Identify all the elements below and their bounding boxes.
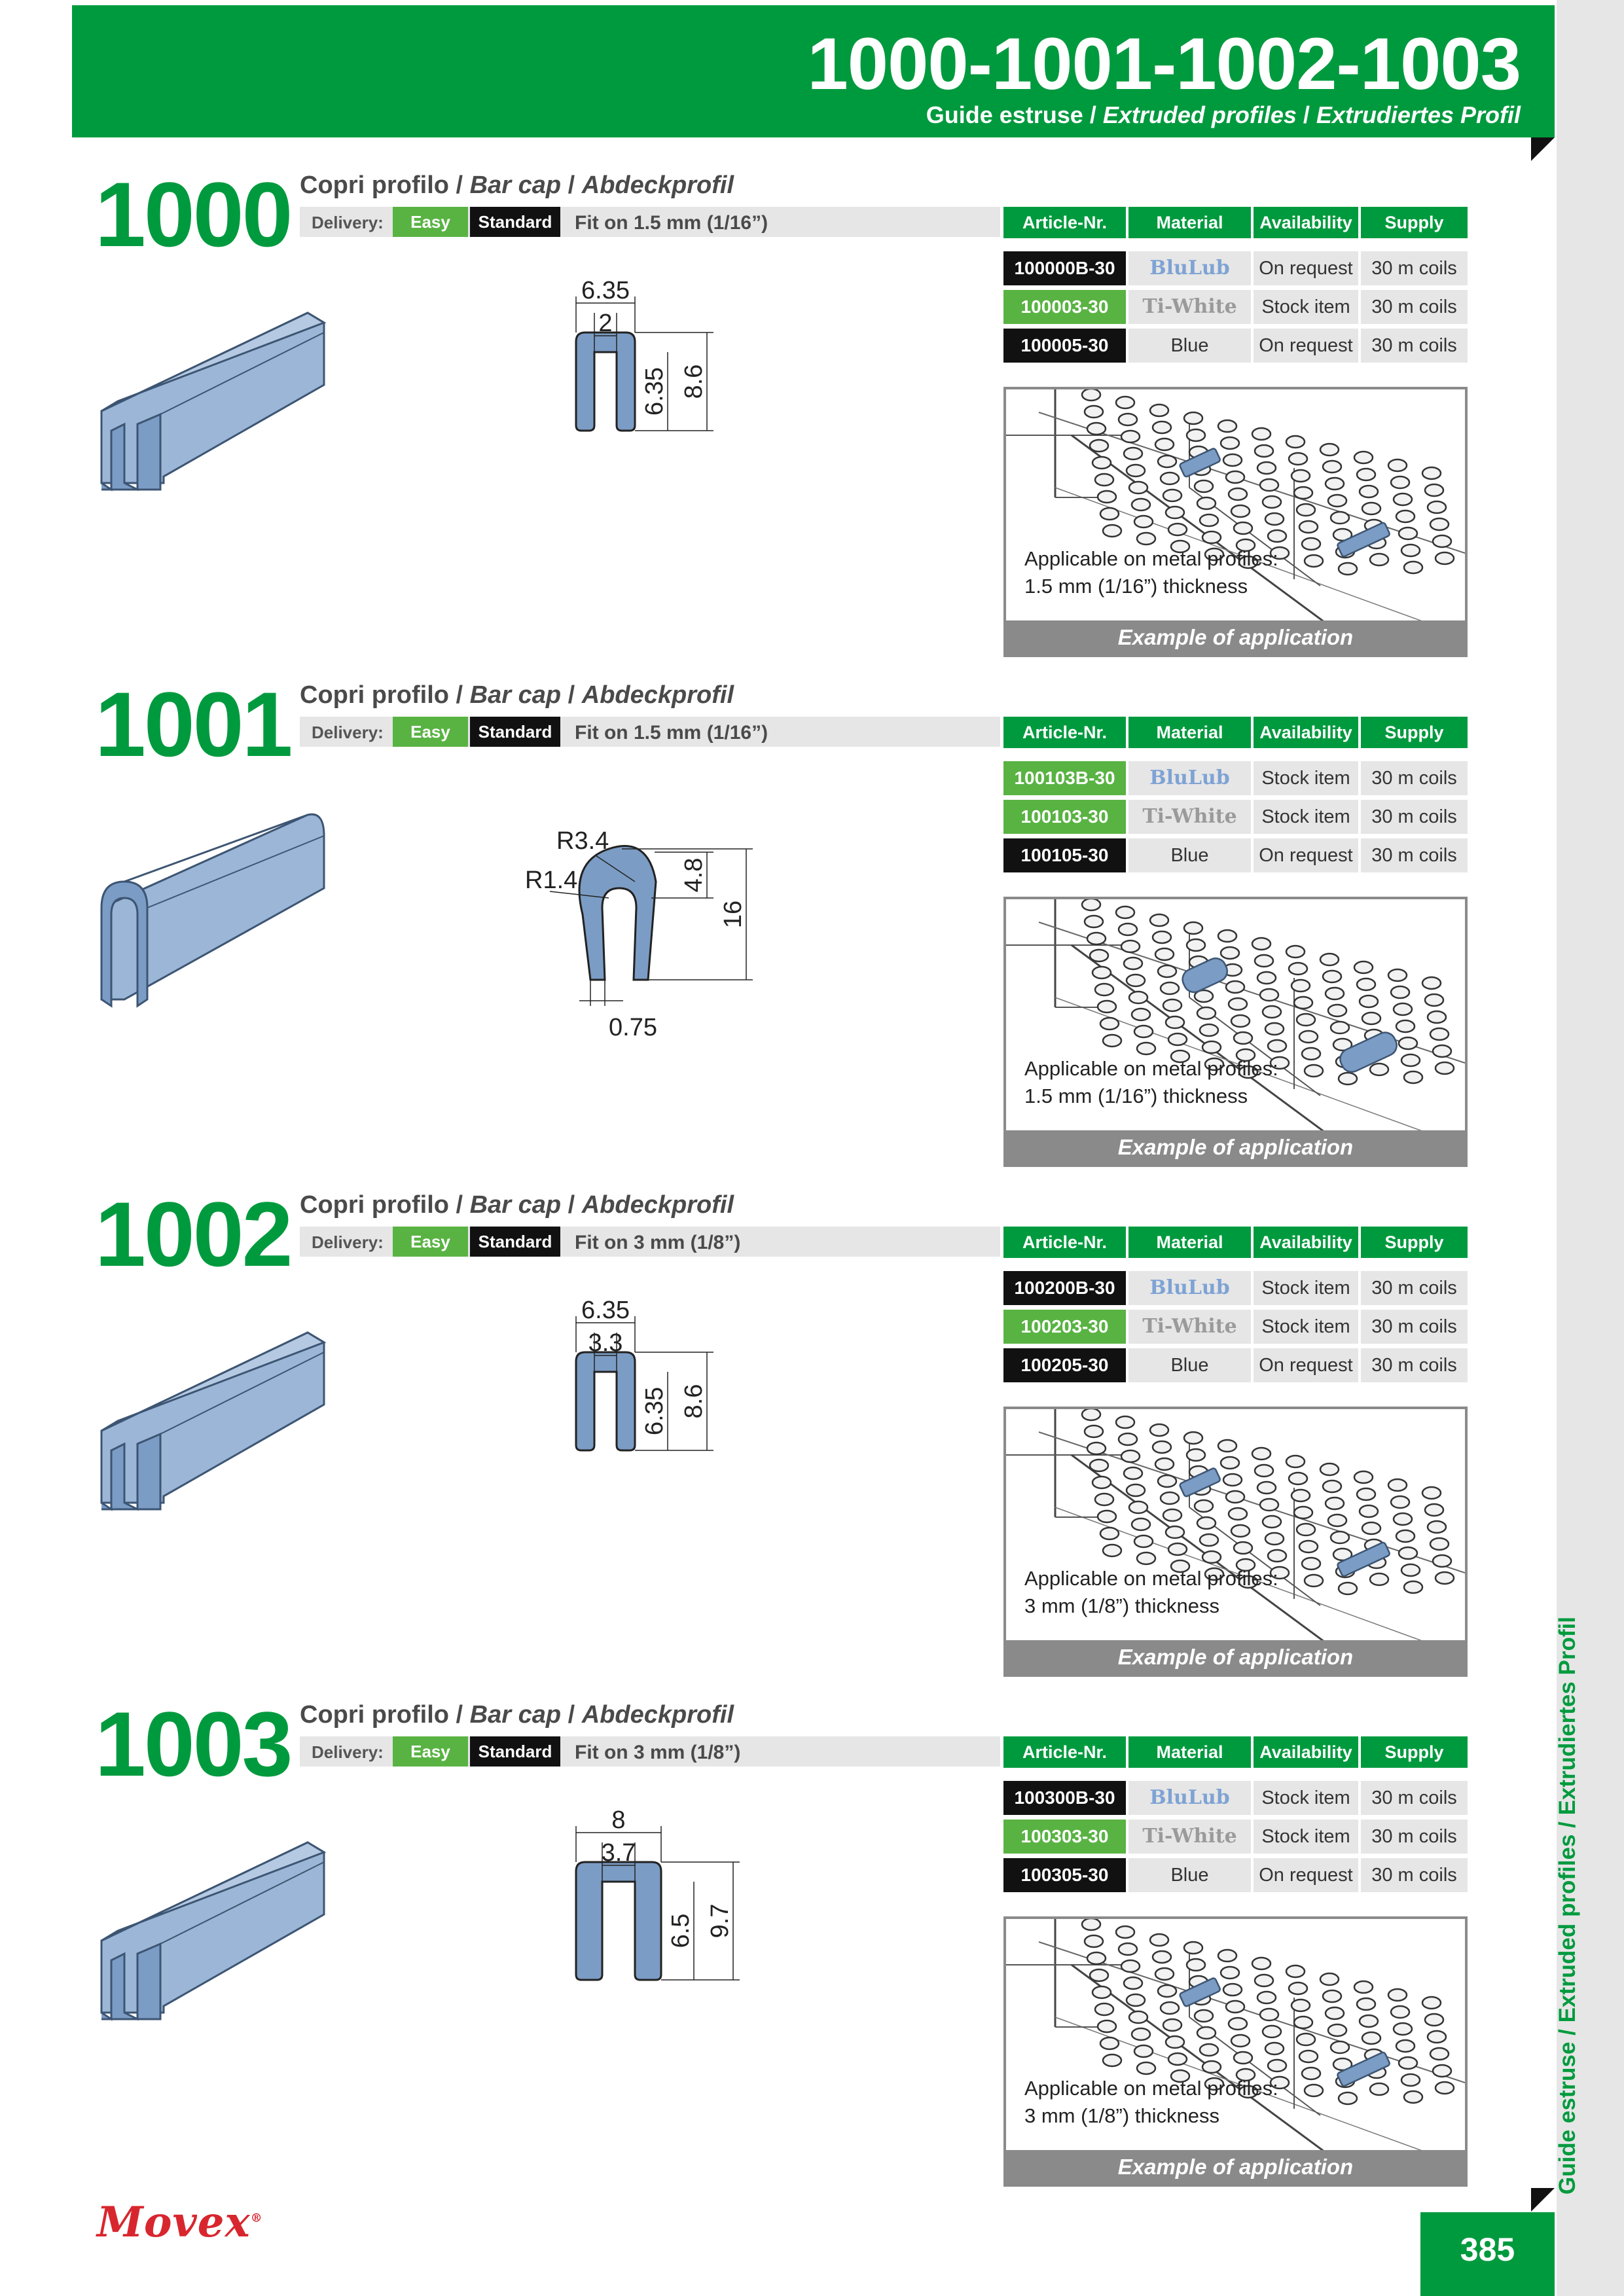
dimension-label: 8 — [611, 1806, 626, 1834]
application-example — [1003, 897, 1468, 1167]
material-name: Blue — [1170, 1865, 1209, 1886]
application-example — [1003, 1407, 1468, 1677]
header-material: Material — [1128, 717, 1251, 748]
material-cell — [1128, 838, 1251, 872]
material-name: BluLub — [1149, 1276, 1230, 1299]
header-article: Article-Nr. — [1003, 1736, 1126, 1768]
supply-cell: 30 m coils — [1361, 329, 1468, 363]
fit-spec: Fit on 3 mm (1/8”) — [575, 1232, 741, 1253]
header-availability: Availability — [1254, 1227, 1358, 1258]
delivery-easy-badge: Easy — [393, 1227, 468, 1257]
material-name: Ti-White — [1142, 805, 1237, 828]
availability-cell: On request — [1254, 251, 1358, 285]
product-section — [0, 163, 1624, 679]
availability-cell: On request — [1254, 1858, 1358, 1892]
delivery-standard-badge: Standard — [470, 1736, 560, 1767]
product-section — [0, 1693, 1624, 2209]
header-material: Material — [1128, 1227, 1251, 1258]
supply-cell: 30 m coils — [1361, 1820, 1468, 1854]
dimension-label: 16 — [719, 900, 747, 929]
fit-spec: Fit on 1.5 mm (1/16”) — [575, 212, 768, 234]
table-row — [0, 251, 1624, 285]
header-supply: Supply — [1361, 717, 1468, 748]
supply-cell: 30 m coils — [1361, 761, 1468, 795]
application-example — [1003, 387, 1468, 657]
header-material: Material — [1128, 1736, 1251, 1768]
product-section — [0, 1183, 1624, 1699]
table-row — [0, 1271, 1624, 1305]
conveyor-illustration — [1006, 1919, 1465, 2184]
material-name: Ti-White — [1142, 1315, 1237, 1338]
product-title: Copri profilo / Bar cap / Abdeckprofil — [300, 681, 734, 709]
header-availability: Availability — [1254, 207, 1358, 238]
conveyor-illustration — [1006, 389, 1465, 655]
dimension-label: 6.35 — [641, 367, 668, 416]
application-caption: Example of application — [1006, 1130, 1465, 1164]
availability-cell: Stock item — [1254, 1781, 1358, 1815]
availability-cell: Stock item — [1254, 761, 1358, 795]
dimension-label: 8.6 — [680, 1384, 708, 1419]
application-example — [1003, 1916, 1468, 2187]
delivery-standard-badge: Standard — [470, 717, 560, 747]
page-title: 1000-1001-1002-1003 — [807, 23, 1521, 105]
header-article: Article-Nr. — [1003, 207, 1126, 238]
header-supply: Supply — [1361, 1736, 1468, 1768]
article-number: 100103-30 — [1003, 800, 1126, 834]
availability-cell: Stock item — [1254, 1271, 1358, 1305]
dimension-label: R1.4 — [525, 867, 578, 894]
dimension-label: 6.5 — [667, 1913, 695, 1948]
table-row — [0, 1781, 1624, 1815]
material-name: Ti-White — [1142, 1825, 1237, 1848]
delivery-bar — [300, 717, 1000, 747]
article-number: 100103B-30 — [1003, 761, 1126, 795]
product-title: Copri profilo / Bar cap / Abdeckprofil — [300, 1191, 734, 1219]
material-cell — [1128, 1310, 1251, 1344]
profile-3d-illustration — [98, 293, 334, 512]
product-section — [0, 673, 1624, 1189]
technical-drawing — [471, 1293, 746, 1532]
availability-cell: Stock item — [1254, 1310, 1358, 1344]
header-supply: Supply — [1361, 207, 1468, 238]
material-name: Blue — [1170, 1355, 1209, 1376]
page-header — [72, 5, 1555, 137]
page-number: 385 — [1460, 2231, 1515, 2268]
material-name: Blue — [1170, 845, 1209, 866]
fit-spec: Fit on 3 mm (1/8”) — [575, 1742, 741, 1763]
dimension-label: 2 — [598, 310, 613, 337]
supply-cell: 30 m coils — [1361, 1858, 1468, 1892]
delivery-easy-badge: Easy — [393, 717, 468, 747]
conveyor-illustration — [1006, 899, 1465, 1164]
product-title: Copri profilo / Bar cap / Abdeckprofil — [300, 1701, 734, 1729]
profile-3d-illustration — [98, 1823, 334, 2042]
supply-cell: 30 m coils — [1361, 1348, 1468, 1382]
product-code: 1003 — [95, 1693, 291, 1795]
product-code: 1001 — [95, 673, 291, 776]
article-number: 100003-30 — [1003, 290, 1126, 324]
header-availability: Availability — [1254, 1736, 1358, 1768]
article-number: 100200B-30 — [1003, 1271, 1126, 1305]
delivery-easy-badge: Easy — [393, 1736, 468, 1767]
availability-cell: On request — [1254, 1348, 1358, 1382]
delivery-standard-badge: Standard — [470, 207, 560, 237]
material-cell — [1128, 290, 1251, 324]
material-cell — [1128, 1271, 1251, 1305]
application-text: Applicable on metal profiles: 1.5 mm (1/16”) thickness — [1024, 547, 1278, 598]
dimension-label: 9.7 — [706, 1903, 734, 1939]
profile-3d-illustration — [98, 803, 334, 1029]
page-number-box — [1420, 2212, 1555, 2296]
material-cell — [1128, 1820, 1251, 1854]
supply-cell: 30 m coils — [1361, 1310, 1468, 1344]
delivery-bar — [300, 207, 1000, 237]
application-text: Applicable on metal profiles: 3 mm (1/8”) thickness — [1024, 2077, 1278, 2127]
article-number: 100005-30 — [1003, 329, 1126, 363]
availability-cell: Stock item — [1254, 290, 1358, 324]
conveyor-illustration — [1006, 1409, 1465, 1674]
application-caption: Example of application — [1006, 620, 1465, 655]
article-number: 100300B-30 — [1003, 1781, 1126, 1815]
product-code: 1002 — [95, 1183, 291, 1285]
article-number: 100105-30 — [1003, 838, 1126, 872]
material-cell — [1128, 251, 1251, 285]
delivery-bar — [300, 1227, 1000, 1257]
delivery-label: Delivery: — [312, 1232, 384, 1252]
material-name: BluLub — [1149, 257, 1230, 279]
corner-fold-bottom — [1531, 2188, 1555, 2212]
product-code: 1000 — [95, 163, 291, 266]
supply-cell: 30 m coils — [1361, 1781, 1468, 1815]
availability-cell: Stock item — [1254, 1820, 1358, 1854]
header-availability: Availability — [1254, 717, 1358, 748]
delivery-label: Delivery: — [312, 1742, 384, 1762]
supply-cell: 30 m coils — [1361, 800, 1468, 834]
material-cell — [1128, 1781, 1251, 1815]
dimension-label: 6.35 — [641, 1387, 668, 1435]
header-article: Article-Nr. — [1003, 717, 1126, 748]
header-article: Article-Nr. — [1003, 1227, 1126, 1258]
page-subtitle: Guide estruse / Extruded profiles / Extrudiertes Profil — [926, 101, 1521, 128]
availability-cell: On request — [1254, 838, 1358, 872]
material-name: Blue — [1170, 335, 1209, 356]
material-cell — [1128, 1348, 1251, 1382]
profile-3d-illustration — [98, 1313, 334, 1532]
application-text: Applicable on metal profiles: 1.5 mm (1/16”) thickness — [1024, 1057, 1278, 1107]
material-cell — [1128, 1858, 1251, 1892]
table-row — [0, 761, 1624, 795]
application-caption: Example of application — [1006, 1640, 1465, 1674]
article-number: 100000B-30 — [1003, 251, 1126, 285]
article-number: 100303-30 — [1003, 1820, 1126, 1854]
dimension-label: 3.7 — [601, 1839, 636, 1867]
dimension-label: 6.35 — [581, 277, 630, 304]
dimension-label: 3.3 — [588, 1329, 623, 1357]
corner-fold — [1531, 137, 1555, 161]
supply-cell: 30 m coils — [1361, 290, 1468, 324]
availability-cell: Stock item — [1254, 800, 1358, 834]
material-name: BluLub — [1149, 766, 1230, 789]
material-cell — [1128, 761, 1251, 795]
delivery-bar — [300, 1736, 1000, 1767]
material-name: BluLub — [1149, 1786, 1230, 1809]
application-caption: Example of application — [1006, 2150, 1465, 2184]
delivery-label: Delivery: — [312, 213, 384, 232]
application-text: Applicable on metal profiles: 3 mm (1/8”) thickness — [1024, 1567, 1278, 1617]
article-number: 100305-30 — [1003, 1858, 1126, 1892]
technical-drawing — [471, 1803, 746, 2042]
fit-spec: Fit on 1.5 mm (1/16”) — [575, 722, 768, 744]
material-name: Ti-White — [1142, 295, 1237, 318]
header-material: Material — [1128, 207, 1251, 238]
delivery-label: Delivery: — [312, 723, 384, 742]
movex-logo: Movex® — [97, 2198, 263, 2247]
product-title: Copri profilo / Bar cap / Abdeckprofil — [300, 171, 734, 199]
delivery-standard-badge: Standard — [470, 1227, 560, 1257]
article-number: 100205-30 — [1003, 1348, 1126, 1382]
supply-cell: 30 m coils — [1361, 1271, 1468, 1305]
supply-cell: 30 m coils — [1361, 838, 1468, 872]
dimension-label: 8.6 — [680, 364, 708, 399]
article-number: 100203-30 — [1003, 1310, 1126, 1344]
dimension-label: 0.75 — [609, 1014, 657, 1041]
dimension-label: R3.4 — [556, 827, 609, 855]
header-supply: Supply — [1361, 1227, 1468, 1258]
supply-cell: 30 m coils — [1361, 251, 1468, 285]
dimension-label: 6.35 — [581, 1297, 630, 1324]
material-cell — [1128, 329, 1251, 363]
dimension-label: 4.8 — [680, 857, 708, 893]
material-cell — [1128, 800, 1251, 834]
technical-drawing — [471, 783, 772, 1062]
availability-cell: On request — [1254, 329, 1358, 363]
technical-drawing — [471, 274, 746, 512]
delivery-easy-badge: Easy — [393, 207, 468, 237]
